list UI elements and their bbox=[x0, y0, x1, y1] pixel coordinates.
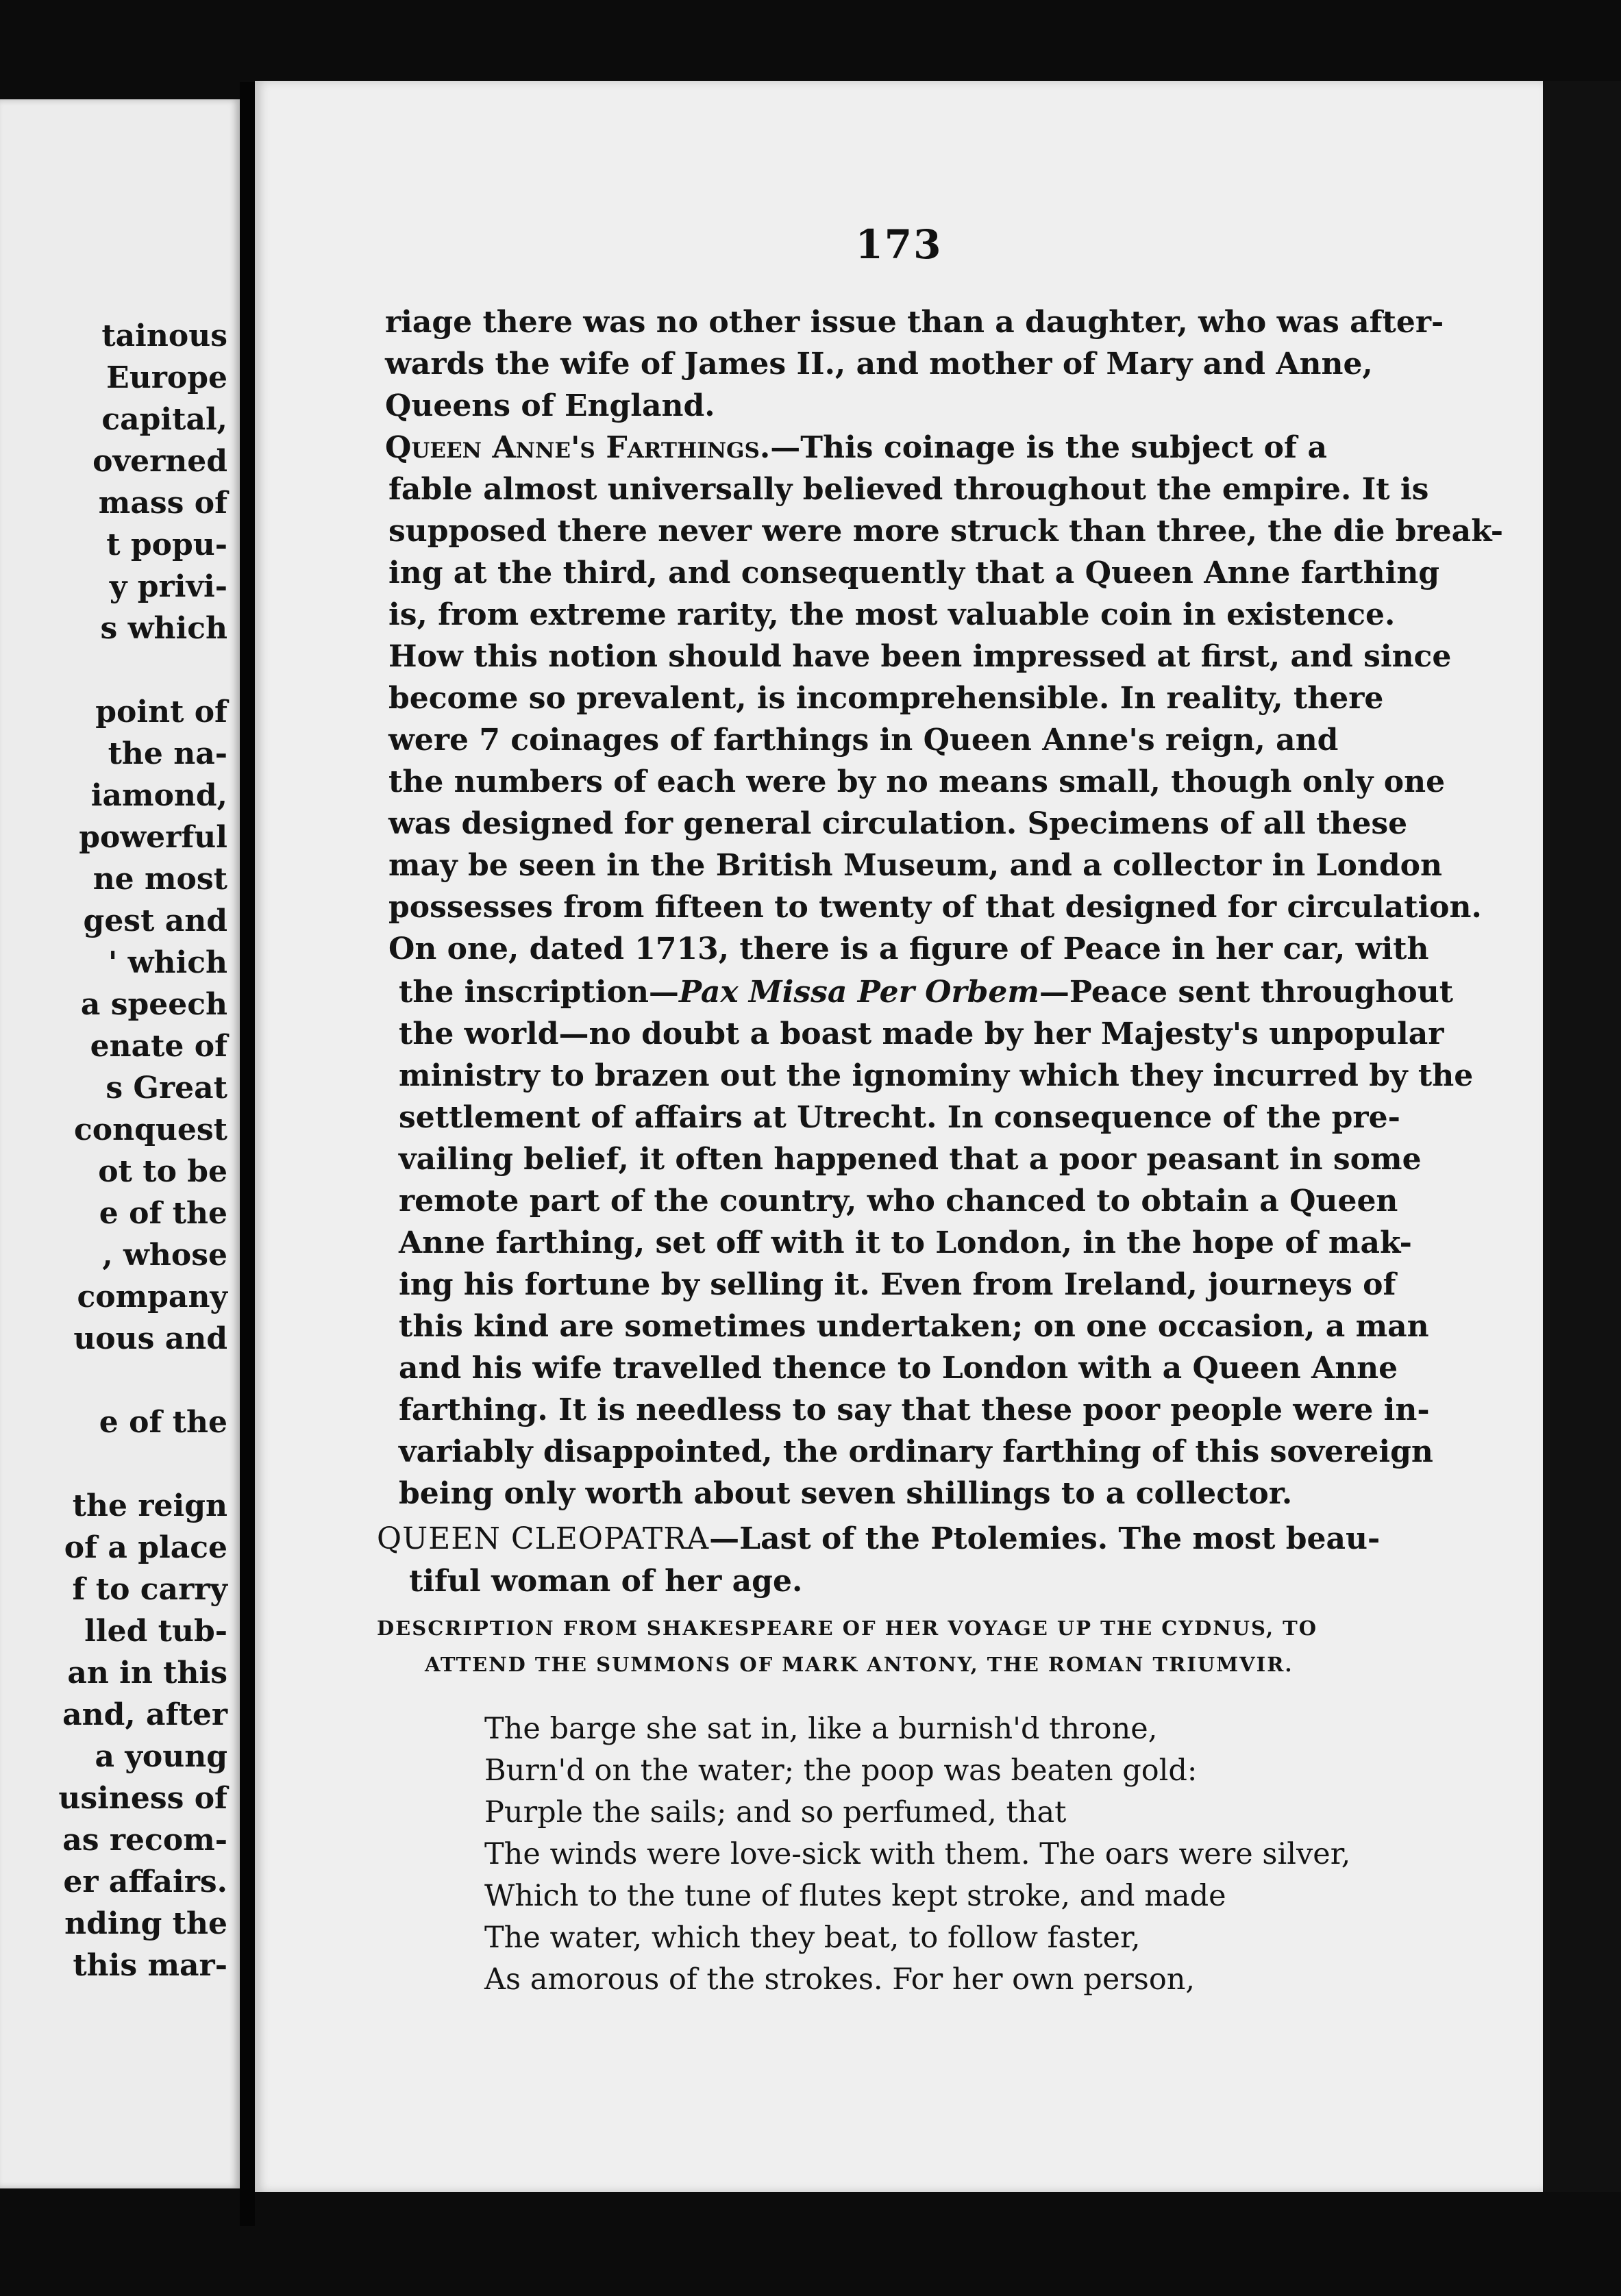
text-line: farthing. It is needless to say that these poor people were in- bbox=[399, 1393, 1430, 1427]
left-page-line: a speech bbox=[80, 987, 227, 1022]
text-line: variably disappointed, the ordinary farthing of this sovereign bbox=[399, 1434, 1433, 1469]
farthings-first-line bbox=[385, 427, 1327, 469]
cleopatra-first-rest: —Last of the Ptolemies. The most beau- bbox=[709, 1521, 1381, 1556]
left-page-line: ' which bbox=[108, 945, 227, 980]
text-line: On one, dated 1713, there is a figure of Peace in her car, with bbox=[388, 932, 1429, 966]
text-line: ministry to brazen out the ignominy which they incurred by the bbox=[399, 1058, 1474, 1093]
left-page-line: tainous bbox=[101, 319, 227, 353]
left-page-line: of a place bbox=[64, 1530, 227, 1565]
text-line: may be seen in the British Museum, and a collector in London bbox=[388, 848, 1442, 883]
text-line: is, from extreme rarity, the most valuable coin in existence. bbox=[388, 597, 1396, 632]
page-number: 173 bbox=[855, 221, 943, 268]
text-line: fable almost universally believed throughout the empire. It is bbox=[388, 472, 1429, 507]
left-page-line: iamond, bbox=[90, 778, 227, 813]
verse-line: Which to the tune of flutes kept stroke, and made bbox=[484, 1879, 1226, 1913]
left-page-line: capital, bbox=[101, 402, 227, 437]
left-page-line: a young bbox=[95, 1739, 227, 1774]
left-page-line: powerful bbox=[79, 820, 227, 855]
text-line: the world—no doubt a boast made by her Majesty's unpopular bbox=[399, 1016, 1444, 1051]
cleopatra-entry-line bbox=[377, 1518, 1381, 1560]
text-line: wards the wife of James II., and mother of Mary and Anne, bbox=[385, 347, 1373, 382]
left-page-line: Europe bbox=[106, 360, 227, 395]
left-page-line: t popu- bbox=[106, 527, 227, 562]
left-page-line: ne most bbox=[92, 862, 227, 897]
text-line: vailing belief, it often happened that a poor peasant in some bbox=[399, 1142, 1422, 1177]
text-line: settlement of affairs at Utrecht. In consequence of the pre- bbox=[399, 1100, 1400, 1135]
text-line: Anne farthing, set off with it to London, in the hope of mak- bbox=[399, 1225, 1412, 1260]
left-page-line: s which bbox=[100, 611, 227, 646]
text-line: ing at the third, and consequently that a Queen Anne farthing bbox=[388, 556, 1440, 590]
left-page-line: point of bbox=[95, 695, 227, 729]
cleopatra-second-line: tiful woman of her age. bbox=[409, 1564, 803, 1599]
left-page-line: as recom- bbox=[62, 1823, 227, 1858]
left-page-fragment bbox=[0, 99, 240, 2188]
text-line: this kind are sometimes undertaken; on one occasion, a man bbox=[399, 1309, 1429, 1344]
book-gutter bbox=[240, 82, 255, 2226]
left-page-line: s Great bbox=[106, 1071, 227, 1106]
left-page-line: and, after bbox=[62, 1697, 227, 1732]
text-line: remote part of the country, who chanced to obtain a Queen bbox=[399, 1184, 1398, 1219]
left-page-line: nding the bbox=[64, 1906, 227, 1941]
shakespeare-subheading-2: ATTEND THE SUMMONS OF MARK ANTONY, THE ROMAN TRIUMVIR. bbox=[425, 1653, 1294, 1676]
inscription-latin: Pax Missa Per Orbem bbox=[678, 975, 1039, 1010]
left-page-line: company bbox=[77, 1280, 227, 1314]
page-edge bbox=[1543, 81, 1621, 2192]
left-page-line: mass of bbox=[98, 486, 227, 521]
shakespeare-subheading-1: DESCRIPTION FROM SHAKESPEARE OF HER VOYAGE UP THE CYDNUS, TO bbox=[377, 1617, 1317, 1640]
inscription-line bbox=[399, 971, 1454, 1013]
text-line: possesses from fifteen to twenty of that designed for circulation. bbox=[388, 890, 1482, 925]
cleopatra-heading: QUEEN CLEOPATRA bbox=[377, 1521, 710, 1556]
verse-line: As amorous of the strokes. For her own person, bbox=[484, 1962, 1196, 1997]
left-page-line: e of the bbox=[99, 1196, 227, 1231]
verse-line: The water, which they beat, to follow faster, bbox=[484, 1921, 1141, 1955]
left-page-line: , whose bbox=[102, 1238, 227, 1273]
text-line: were 7 coinages of farthings in Queen Anne's reign, and bbox=[388, 723, 1339, 758]
verse-line: Burn'd on the water; the poop was beaten gold: bbox=[484, 1754, 1198, 1788]
verse-line: Purple the sails; and so perfumed, that bbox=[484, 1795, 1067, 1830]
left-page-line: y privi- bbox=[109, 569, 227, 604]
left-page-line: er affairs. bbox=[63, 1864, 227, 1899]
left-page-line: f to carry bbox=[72, 1572, 227, 1607]
left-page-line: enate of bbox=[90, 1029, 227, 1064]
text-line: the numbers of each were by no means small, though only one bbox=[388, 764, 1446, 799]
verse-line: The winds were love-sick with them. The oars were silver, bbox=[484, 1837, 1351, 1871]
verse-line: The barge she sat in, like a burnish'd throne, bbox=[484, 1712, 1158, 1746]
left-page-line: an in this bbox=[67, 1656, 227, 1690]
text-line: supposed there never were more struck than three, the die break- bbox=[388, 514, 1504, 549]
left-page-line: this mar- bbox=[73, 1948, 227, 1983]
left-page-line: ot to be bbox=[98, 1154, 227, 1189]
left-page-line: lled tub- bbox=[84, 1614, 227, 1649]
left-page-line: usiness of bbox=[58, 1781, 227, 1816]
text-line: become so prevalent, is incomprehensible. In reality, there bbox=[388, 681, 1384, 716]
text-line: riage there was no other issue than a daughter, who was after- bbox=[385, 305, 1444, 340]
inscription-after: —Peace sent throughout bbox=[1039, 975, 1454, 1010]
left-page-line: the na- bbox=[108, 736, 227, 771]
left-page-line: gest and bbox=[83, 903, 227, 938]
text-line: and his wife travelled thence to London with a Queen Anne bbox=[399, 1351, 1398, 1386]
farthings-first-rest: —This coinage is the subject of a bbox=[770, 430, 1327, 465]
book-page bbox=[255, 81, 1543, 2192]
farthings-heading: Queen Anne's Farthings. bbox=[385, 430, 771, 465]
text-line: Queens of England. bbox=[385, 388, 715, 423]
text-line: was designed for general circulation. Specimens of all these bbox=[388, 806, 1408, 841]
inscription-before: the inscription— bbox=[399, 975, 679, 1010]
left-page-line: conquest bbox=[74, 1112, 227, 1147]
left-page-line: e of the bbox=[99, 1405, 227, 1440]
text-line: How this notion should have been impressed at first, and since bbox=[388, 639, 1452, 674]
left-page-line: uous and bbox=[73, 1321, 227, 1356]
text-line: being only worth about seven shillings to a collector. bbox=[399, 1476, 1293, 1511]
text-line: ing his fortune by selling it. Even from Ireland, journeys of bbox=[399, 1267, 1396, 1302]
left-page-line: overned bbox=[92, 444, 227, 479]
left-page-line: the reign bbox=[72, 1488, 227, 1523]
